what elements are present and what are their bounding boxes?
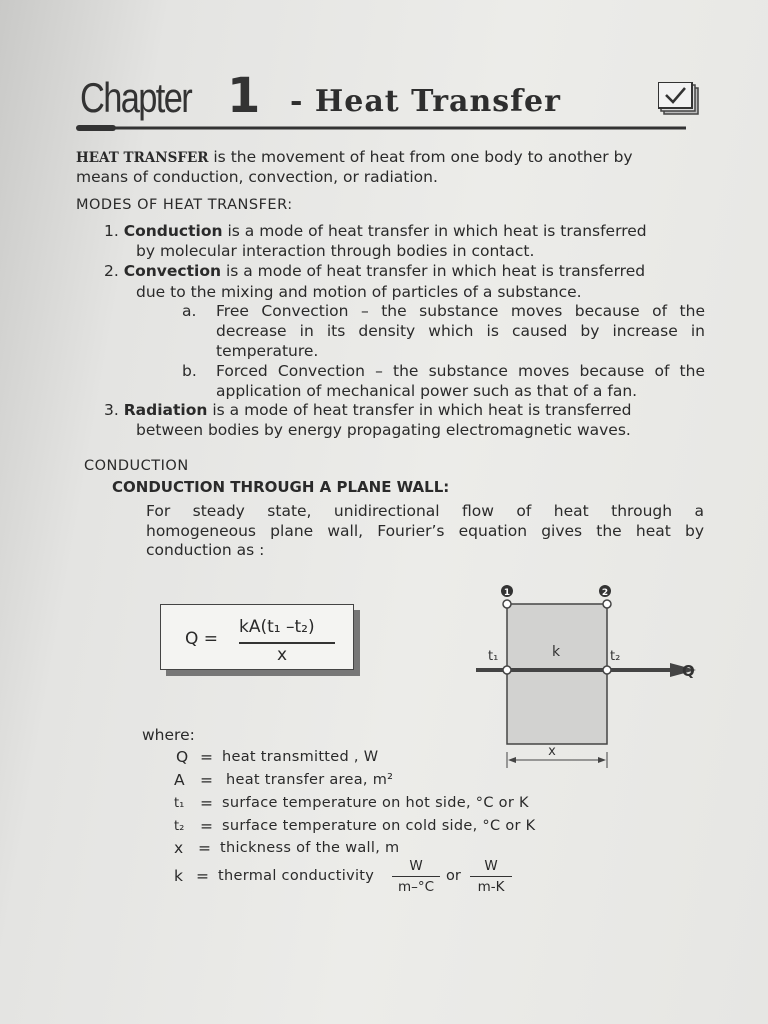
where-equals: = [196,867,209,885]
unit-numerator: W [484,858,498,874]
surface-point-2-mid [603,666,611,674]
mode-term-radiation: Radiation [123,401,208,419]
conduction-line-1: For steady state, unidirectional flow of heat through a [146,502,704,520]
conduction-line-2: homogeneous plane wall, Fourier’s equation gives the heat by [146,522,704,540]
item-number: 1. [104,222,119,240]
sub-b-line-2: application of mechanical power such as that of a fan. [216,382,638,400]
unit-numerator: W [409,858,423,874]
marker-2-label: 2 [601,588,609,598]
chapter-title: - Heat Transfer [290,84,561,119]
where-description: heat transfer area, m² [226,772,394,788]
conduction-subheading: CONDUCTION THROUGH A PLANE WALL: [112,478,450,496]
where-description: thermal conductivity [218,868,375,884]
label-t1: t₁ [488,649,499,664]
plane-wall-diagram [470,580,710,770]
unit-fraction-kelvin [470,858,512,895]
unit-denominator: m–°C [397,879,435,896]
item-number: 3. [104,401,119,419]
mode-text: is a mode of heat transfer in which heat is transferred [207,401,632,419]
where-symbol: Q [176,748,189,766]
unit-fraction-bar [392,876,440,877]
label-k: k [552,644,561,660]
unit-fraction-bar [470,876,512,877]
conduction-heading: CONDUCTION [84,458,189,474]
mode-item-1-line-2: by molecular interaction through bodies in contact. [136,242,535,260]
surface-point-1-mid [503,666,511,674]
label-x: x [548,744,556,759]
mode-term-convection: Convection [123,262,222,280]
mode-text: is a mode of heat transfer in which heat is transferred [221,262,646,280]
header-underline [76,124,686,132]
label-q: Q [682,662,695,680]
where-symbol: t₂ [174,819,185,834]
item-number: 2. [104,262,119,280]
sub-a-line-2: decrease in its density which is caused by increase in [216,322,705,340]
where-symbol: A [174,771,185,789]
where-description: thickness of the wall, m [220,840,400,856]
mode-item-2-line-2: due to the mixing and motion of particles of a substance. [136,283,582,301]
sub-letter-a: a. [182,302,197,320]
formula-fraction-bar [239,642,335,644]
where-description: heat transmitted , W [222,749,379,765]
where-equals: = [200,817,213,835]
where-equals: = [200,748,213,766]
mode-term-conduction: Conduction [123,222,223,240]
label-t2: t₂ [610,649,621,664]
mode-text: is a mode of heat transfer in which heat is transferred [222,222,647,240]
dim-arrow-right [598,757,606,763]
intro-term: HEAT TRANSFER [76,150,209,166]
wall-rect [507,604,607,744]
modes-heading: MODES OF HEAT TRANSFER: [76,197,293,213]
sub-a-line-1: Free Convection – the substance moves because of the [216,302,705,320]
formula-denominator: x [277,645,288,665]
intro-text: is the movement of heat from one body to another by [208,148,633,166]
sub-a-line-3: temperature. [216,342,319,360]
where-symbol: x [174,839,184,857]
conduction-line-3: conduction as : [146,541,265,559]
where-equals: = [200,794,213,812]
sub-letter-b: b. [182,362,197,380]
formula-numerator: kA(t₁ –t₂) [239,617,315,637]
where-symbol: t₁ [174,796,185,811]
surface-point-1-top [503,600,511,608]
formula-lhs: Q = [185,629,219,649]
where-label: where: [142,726,195,744]
unit-or: or [446,868,461,884]
intro-line-1 [76,148,633,168]
unit-denominator: m-K [477,879,505,896]
dim-arrow-left [508,757,516,763]
where-equals: = [198,839,211,857]
where-description: surface temperature on cold side, °C or K [222,818,536,834]
fourier-formula-box [160,604,354,670]
where-equals: = [200,771,213,789]
intro-line-2: means of conduction, convection, or radiation. [76,168,438,186]
sub-b-line-1: Forced Convection – the substance moves because of the [216,362,705,380]
unit-fraction-celsius [392,858,440,895]
checklist-icon [658,82,702,116]
where-symbol: k [174,867,183,885]
chapter-word: Chapter [80,74,192,121]
mode-item-3-line-2: between bodies by energy propagating electromagnetic waves. [136,421,631,439]
surface-point-2-top [603,600,611,608]
mode-item-3 [104,401,631,420]
mode-item-1 [104,222,647,241]
where-description: surface temperature on hot side, °C or K [222,795,529,811]
mode-item-2 [104,262,645,281]
marker-1-label: 1 [503,588,511,598]
chapter-number: 1 [227,68,261,124]
